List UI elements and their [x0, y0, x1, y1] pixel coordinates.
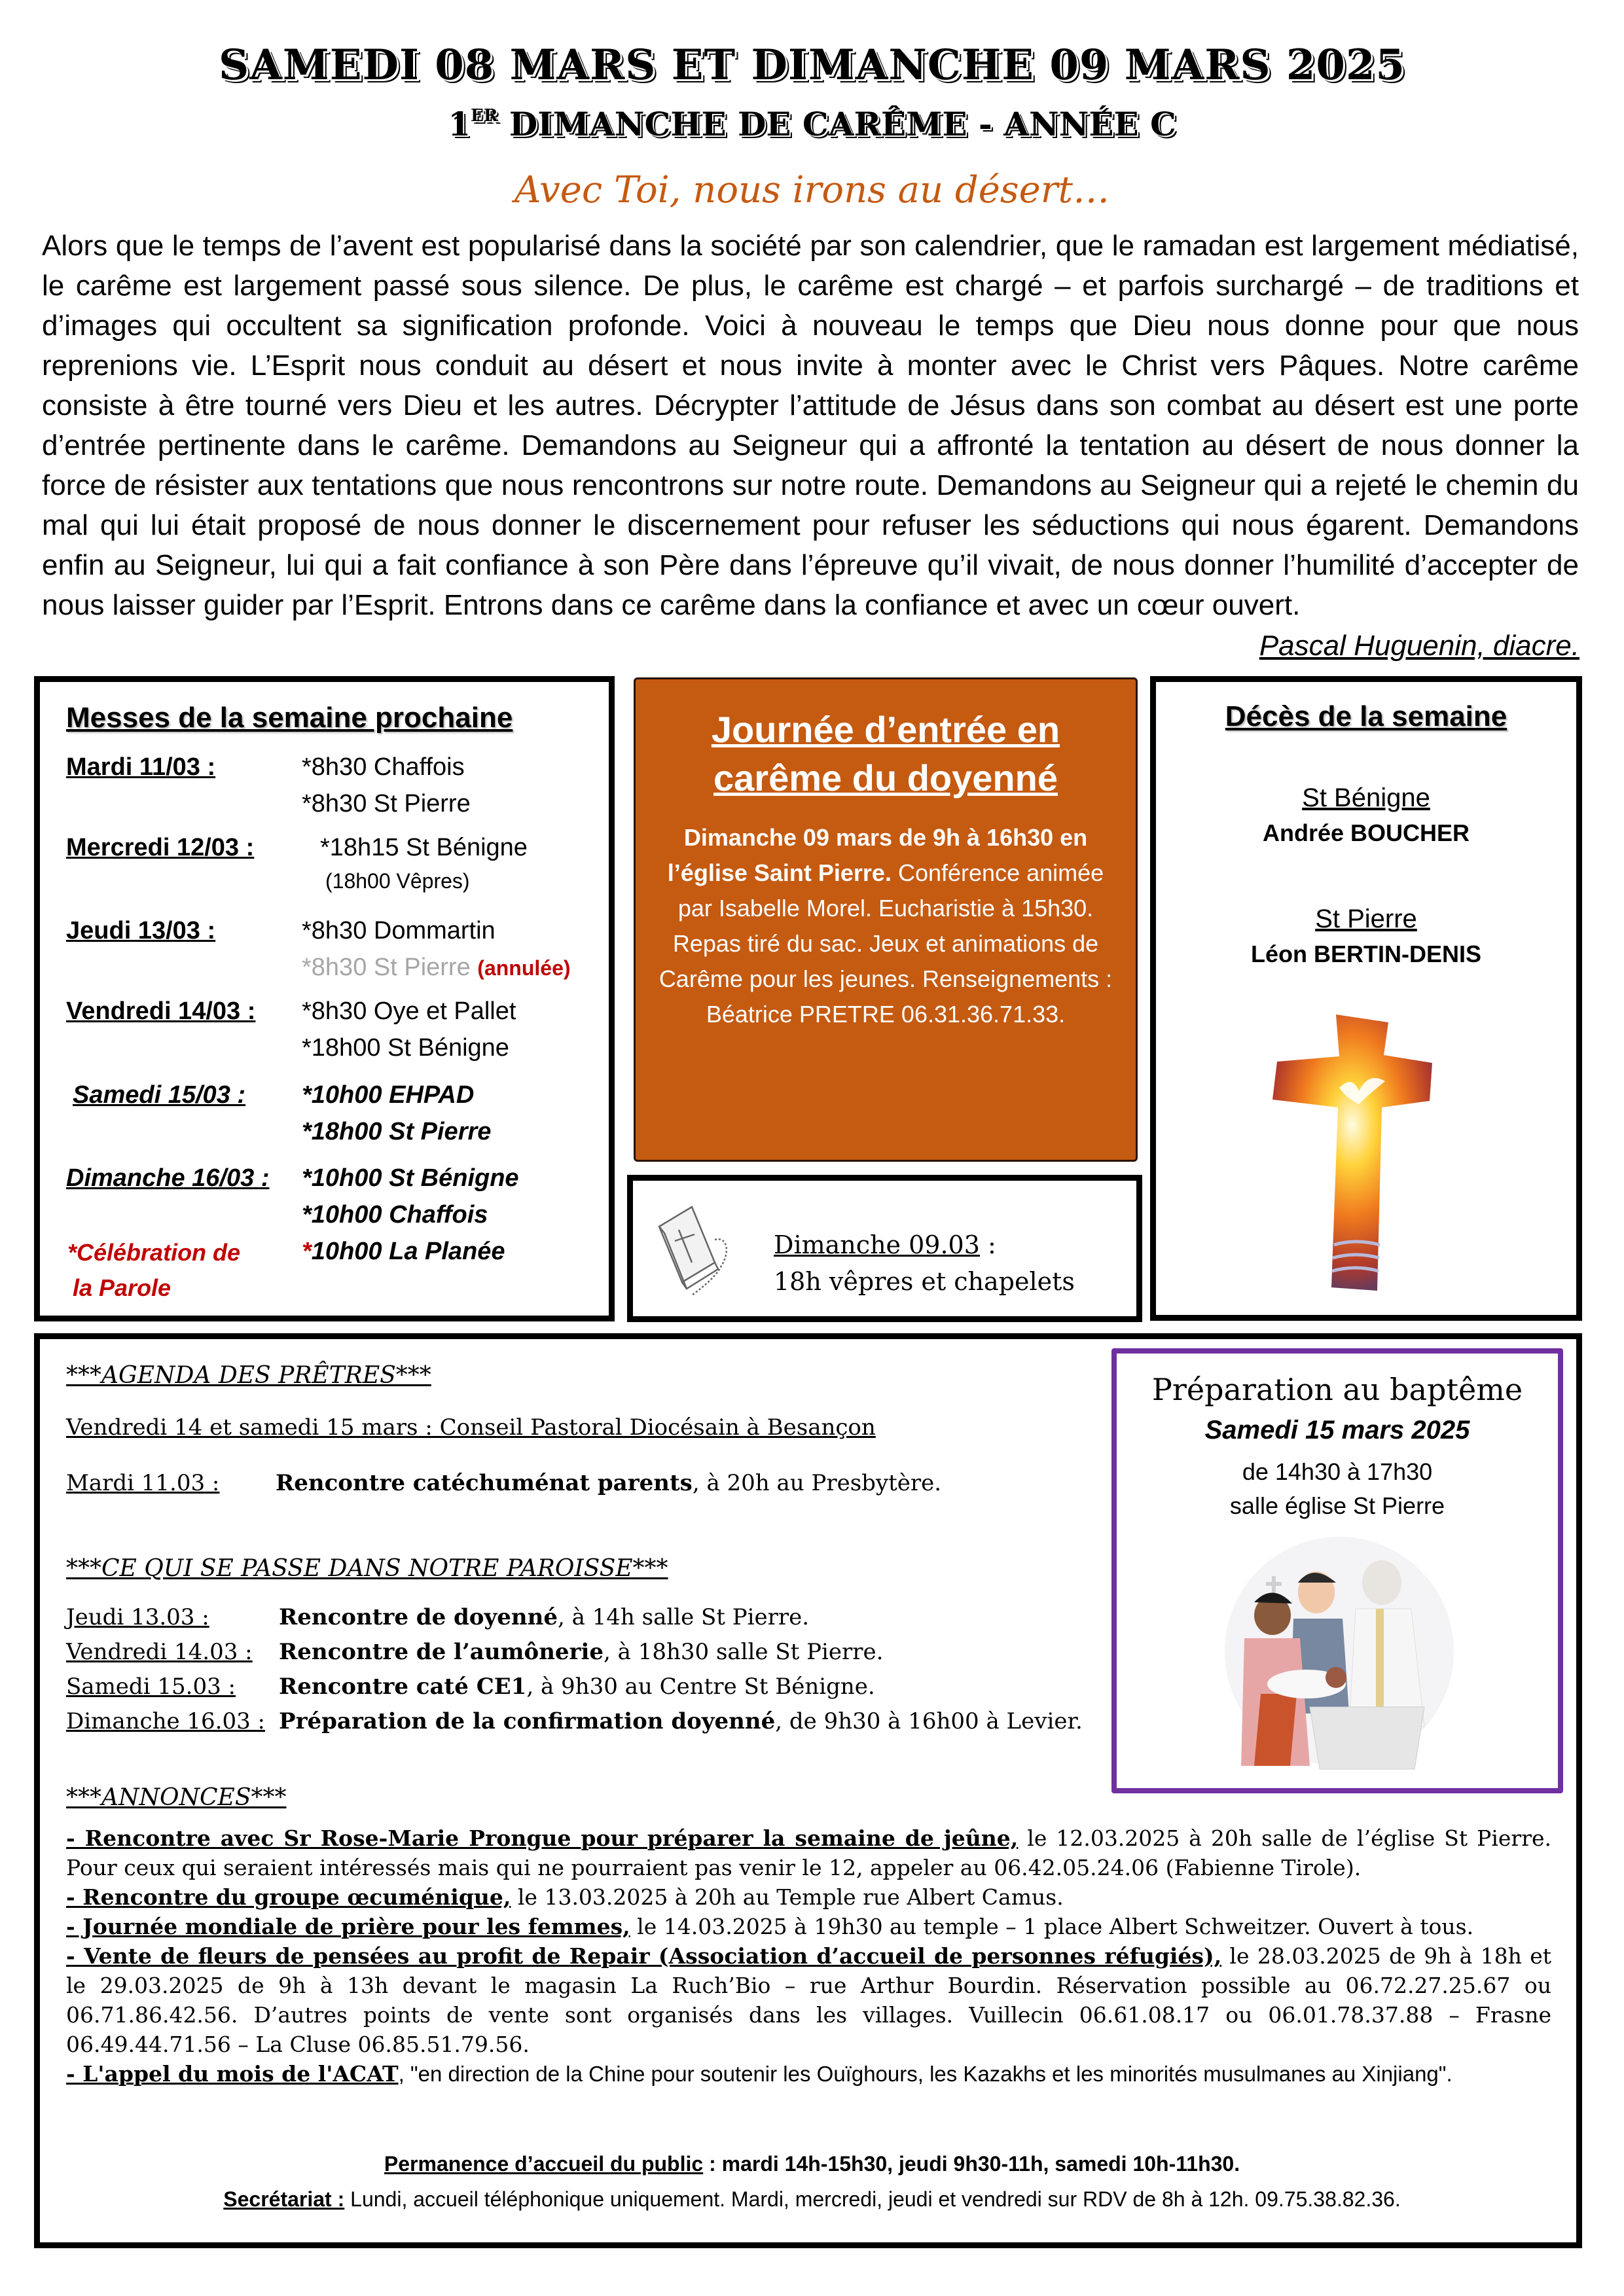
annonces-list: [66, 1823, 1551, 2089]
agenda-item-rest: , à 20h au Presbytère.: [692, 1470, 942, 1496]
mass-time: *18h00 St Bénigne: [302, 1034, 509, 1062]
mass-times: [302, 1160, 519, 1270]
journee-box: [634, 677, 1138, 1162]
mass-times: [302, 912, 571, 986]
mass-times: [302, 993, 516, 1066]
editorial-text: Alors que le temps de l’avent est popularisé dans la société par son calendrier, que le ramadan est largement médiatisé, le carême est largement passé sous silence. De plus, le carême est chargé – et parfois surchargé – de traditions et d’images qui occultent sa signification profonde. Voici à nouveau le temps que Dieu nous donne pour que nous reprenions vie. L’Esprit nous conduit au désert et nous invite à monter avec le Christ vers Pâques. Notre carême consiste à être tourné vers Dieu et les autres. Décrypter l’attitude de Jésus dans son combat au désert est une porte d’entrée pertinente dans le carême. Demandons au Seigneur qui a affronté la tentation au désert de nous donner la force de résister aux tentations que nous rencontrons sur notre route. Demandons au Seigneur qui a rejeté le chemin du mal qui lui était proposé de nous donner le discernement pour refuser les séductions qui nous égarent. Demandons enfin au Seigneur, lui qui a fait confiance à son Père dans l’épreuve qu’il vivait, de nous donner l’humilité d’accepter de nous laisser guider par l’Esprit. Entrons dans ce carême dans la confiance et avec un cœur ouvert.: [42, 230, 1579, 621]
vepres-colon: :: [979, 1230, 996, 1259]
permanence-line: [0, 2152, 1624, 2176]
secretariat-info: Lundi, accueil téléphonique uniquement. Mardi, mercredi, jeudi et vendredi sur RDV de 8h à 12h. 09.75.38.82.36.: [344, 2187, 1401, 2211]
mass-note: (18h00 Vêpres): [325, 869, 470, 893]
annonce-text: le 12.03.2025 à 20h salle de l’église St Pierre. Pour ceux qui seraient intéressés mais qui ne pourraient pas venir le 12, appeler au 06.42.05.24.06 (Fabienne Tirole).: [66, 1825, 1551, 1880]
mass-time-cancelled: [302, 949, 571, 986]
mass-time: *8h30 Chaffois: [302, 753, 465, 781]
tagline: Avec Toi, nous irons au désert…: [514, 169, 1110, 211]
mass-time: *10h00 EHPAD: [302, 1081, 475, 1109]
paroisse-title: ***CE QUI SE PASSE DANS NOTRE PAROISSE***: [66, 1555, 668, 1582]
permanence-label: Permanence d’accueil du public: [384, 2152, 704, 2176]
agenda-item-label: Mardi 11.03 :: [66, 1470, 220, 1496]
annonce-head: - Rencontre du groupe œcuménique,: [66, 1884, 511, 1910]
mass-time: *8h30 Oye et Pallet: [302, 997, 516, 1025]
deces-parish: St Pierre: [1315, 905, 1417, 933]
annonce-item: [66, 1823, 1551, 1882]
annonce-item: [66, 1941, 1551, 2059]
celebration-note-line2: la Parole: [73, 1274, 171, 1301]
page-title: SAMEDI 08 MARS ET DIMANCHE 09 MARS 2025: [219, 41, 1405, 90]
masses-title: Messes de la semaine prochaine: [66, 702, 513, 734]
mass-time-text: 10h00 La Planée: [311, 1238, 505, 1265]
bapteme-title: Préparation au baptême: [1151, 1372, 1523, 1407]
annonce-text: le 13.03.2025 à 20h au Temple rue Albert Camus.: [511, 1884, 1064, 1910]
deces-box: [1150, 676, 1582, 1321]
deces-parish: St Bénigne: [1302, 783, 1430, 812]
paroisse-item-bold: Rencontre de l’aumônerie: [279, 1639, 604, 1665]
annonces-title: ***ANNONCES***: [66, 1784, 287, 1811]
journee-description: Conférence animée par Isabelle Morel. Eucharistie à 15h30. Repas tiré du sac. Jeux et animations de Carême pour les jeunes. Renseignements : Béatrice PRETRE 06.31.36.71.33.: [659, 859, 1113, 1028]
mass-day: Jeudi 13/03 :: [66, 917, 216, 944]
secretariat-label: Secrétariat :: [223, 2187, 345, 2211]
agenda-item: [66, 1470, 942, 1496]
red-star: *: [302, 1238, 312, 1265]
annonce-text: , "en direction de la Chine pour soutenir les Ouïghours, les Kazakhs et les minorités musulmanes au Xinjiang".: [398, 2062, 1453, 2086]
paroisse-item-bold: Rencontre caté CE1: [279, 1674, 527, 1700]
mass-time: *18h00 St Pierre: [302, 1118, 492, 1145]
bapteme-box: [1111, 1348, 1563, 1793]
agenda-item-text: Vendredi 14 et samedi 15 mars : Conseil Pastoral Diocésain à Besançon: [66, 1414, 876, 1441]
agenda-item-bold: Rencontre catéchuménat parents: [276, 1470, 693, 1496]
cancelled-badge: (annulée): [477, 956, 571, 980]
paroisse-item-rest: , à 14h salle St Pierre.: [557, 1604, 810, 1630]
agenda-title: ***AGENDA DES PRÊTRES***: [66, 1362, 431, 1389]
annonce-text: le 14.03.2025 à 19h30 au temple – 1 place Albert Schweitzer. Ouvert à tous.: [630, 1914, 1474, 1939]
vepres-detail: 18h vêpres et chapelets: [774, 1267, 1075, 1296]
subtitle-text: DIMANCHE DE CARÊME - ANNÉE C: [497, 105, 1176, 143]
baptism-illustration-icon: [1215, 1530, 1464, 1772]
mass-time: *8h30 Dommartin: [302, 917, 496, 944]
bapteme-hours: de 14h30 à 17h30: [1242, 1458, 1433, 1485]
paroisse-item: [66, 1708, 1083, 1734]
paroisse-item-rest: , à 18h30 salle St Pierre.: [604, 1639, 884, 1665]
subtitle-number: 1: [448, 105, 471, 143]
deces-name: Léon BERTIN-DENIS: [1250, 941, 1481, 967]
paroisse-item: [66, 1639, 883, 1665]
mass-time: *10h00 St Bénigne: [302, 1164, 519, 1192]
paroisse-item-bold: Rencontre de doyenné: [279, 1604, 558, 1630]
cross-dove-icon: [1261, 1009, 1457, 1297]
journee-date: Dimanche 09 mars de 9h à 16h30 en l’église Saint Pierre.: [667, 824, 1088, 886]
mass-time: [302, 1233, 519, 1270]
paroisse-item: [66, 1674, 875, 1700]
agenda-item-text: [276, 1470, 941, 1496]
vepres-date: [774, 1227, 1075, 1263]
mass-day: Vendredi 14/03 :: [66, 997, 256, 1025]
vepres-date-label: Dimanche 09.03: [774, 1230, 980, 1259]
cancelled-mass: *8h30 St Pierre: [302, 954, 471, 981]
paroisse-item-label: Vendredi 14.03 :: [66, 1639, 253, 1665]
deces-title: Décès de la semaine: [1225, 700, 1507, 732]
mass-times: [302, 749, 471, 822]
mass-time: *18h15 St Bénigne: [320, 834, 528, 861]
paroisse-item-label: Samedi 15.03 :: [66, 1674, 236, 1700]
paroisse-item-rest: , de 9h30 à 16h00 à Levier.: [775, 1708, 1083, 1734]
page-subtitle: [0, 105, 1624, 143]
deces-name: Andrée BOUCHER: [1262, 819, 1470, 846]
secretariat-line: [0, 2187, 1624, 2212]
journee-body: [649, 820, 1123, 1032]
mass-day: Dimanche 16/03 :: [66, 1164, 270, 1192]
paroisse-item-bold: Préparation de la confirmation doyenné: [279, 1708, 776, 1734]
mass-time: *10h00 Chaffois: [302, 1201, 488, 1229]
mass-times: [302, 1077, 491, 1150]
paroisse-item-rest: , à 9h30 au Centre St Bénigne.: [526, 1674, 875, 1700]
mass-day: Samedi 15/03 :: [73, 1081, 246, 1109]
mass-times: [320, 829, 528, 896]
annonce-item: [66, 1882, 1551, 1912]
celebration-note: [67, 1235, 240, 1306]
annonce-head: - Vente de fleurs de pensées au profit de Repair (Association d’accueil de personnes réfugiés),: [66, 1943, 1222, 1969]
bapteme-date: Samedi 15 mars 2025: [1204, 1416, 1470, 1444]
journee-title: [636, 706, 1136, 802]
bapteme-place: salle église St Pierre: [1229, 1492, 1445, 1519]
permanence-hours: : mardi 14h-15h30, jeudi 9h30-11h, samedi 10h-11h30.: [703, 2152, 1240, 2176]
mass-day: Mercredi 12/03 :: [66, 834, 255, 861]
annonce-head: - Journée mondiale de prière pour les femmes,: [66, 1914, 630, 1939]
subtitle-superscript: ER: [471, 106, 498, 126]
celebration-note-line1: *Célébration de: [67, 1239, 241, 1266]
vepres-text: [774, 1227, 1075, 1300]
annonce-head: - L'appel du mois de l'ACAT: [66, 2061, 399, 2087]
annonce-head: - Rencontre avec Sr Rose-Marie Prongue pour préparer la semaine de jeûne,: [66, 1825, 1019, 1851]
annonce-item: [66, 1912, 1551, 1941]
mass-day: Mardi 11/03 :: [66, 753, 216, 781]
paroisse-item-label: Dimanche 16.03 :: [66, 1708, 266, 1734]
mass-time: *8h30 St Pierre: [302, 790, 471, 817]
bible-rosary-icon: [653, 1200, 731, 1299]
editorial-signature: Pascal Huguenin, diacre.: [1259, 630, 1579, 662]
journee-title-line1: Journée d’entrée en: [711, 709, 1060, 750]
annonce-item: [66, 2059, 1551, 2089]
agenda-item: [66, 1414, 876, 1441]
paroisse-item: [66, 1604, 809, 1630]
vepres-box: [627, 1175, 1142, 1322]
journee-title-line2: carême du doyenné: [713, 757, 1058, 798]
annonce-text: le 28.03.2025 de 9h à 18h et le 29.03.2025 de 9h à 13h devant le magasin La Ruch’Bio – rue Arthur Bourdin. Réservation possible au 06.72.27.25.67 ou 06.71.86.42.56. D’autres points de vente sont organisés dans les villages. Vuillecin 06.61.08.17 ou 06.01.78.37.88 – Frasne 06.49.44.71.56 – La Cluse 06.85.51.79.56.: [66, 1943, 1551, 2057]
paroisse-item-label: Jeudi 13.03 :: [66, 1604, 209, 1630]
masses-box: [34, 676, 615, 1321]
